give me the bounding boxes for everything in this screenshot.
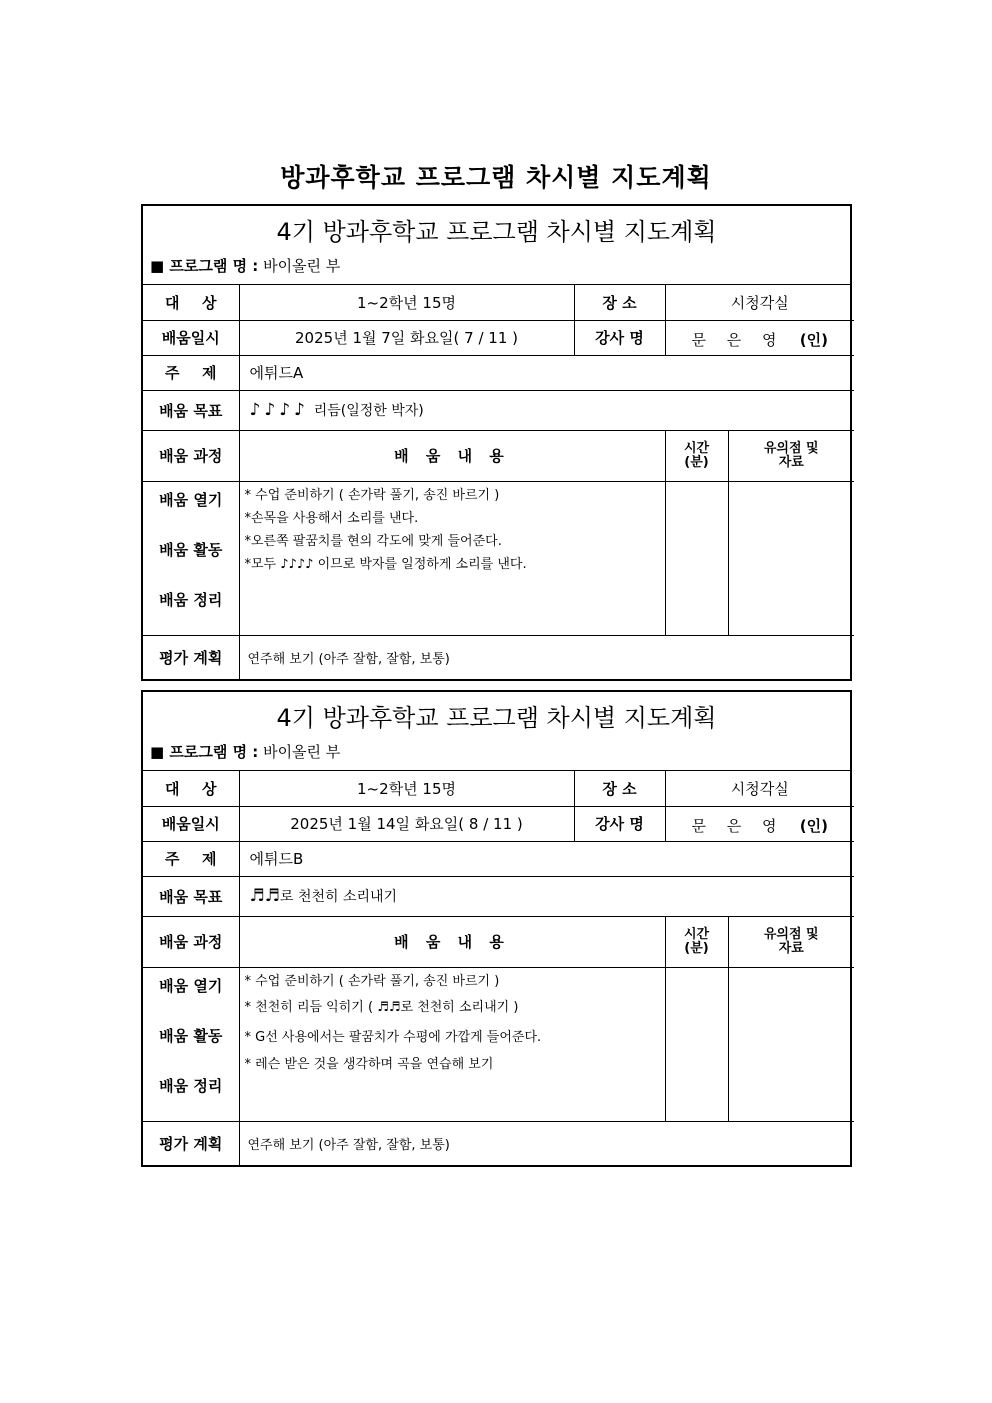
- page-title: 방과후학교 프로그램 차시별 지도계획: [280, 163, 712, 192]
- lesson-contents: [239, 481, 665, 635]
- place-value: 시청각실: [665, 771, 854, 806]
- process-label: 배움 과정: [143, 916, 239, 967]
- time-cell: [665, 967, 728, 1121]
- date-value: 2025년 1월 7일 화요일( 7 / 11 ): [239, 320, 574, 355]
- target-value: 1~2학년 15명: [239, 285, 574, 320]
- teacher-label: 강사 명: [574, 320, 665, 355]
- eighth-note-icon: ♪♪♪♪: [249, 400, 309, 420]
- program-name-label: ■ 프로그램 명 :: [150, 257, 259, 275]
- program-name-value: 바이올린 부: [263, 257, 341, 275]
- notes-header-line2: 자료: [778, 940, 804, 956]
- target-label: 대 상: [143, 285, 239, 320]
- theme-value: 에튀드A: [239, 355, 854, 390]
- teacher-cell: [665, 320, 854, 355]
- target-value: 1~2학년 15명: [239, 771, 574, 806]
- stage-open-label: 배움 열기: [159, 976, 223, 995]
- content-line: *오른쪽 팔꿈치를 현의 각도에 맞게 들어준다.: [244, 533, 502, 549]
- stage-close-label: 배움 정리: [159, 1076, 223, 1095]
- goal-value: [239, 876, 854, 916]
- content-header: 배 움 내 용: [239, 430, 665, 481]
- time-header-line1: 시간: [683, 440, 710, 456]
- stage-labels: [143, 481, 239, 635]
- lesson-plan-2: [141, 690, 852, 1167]
- seal-mark: (인): [799, 816, 828, 835]
- content-line: * 수업 준비하기 ( 손가락 풀기, 송진 바르기 ): [244, 487, 500, 503]
- stage-open-label: 배움 열기: [159, 490, 223, 509]
- date-value: 2025년 1월 14일 화요일( 8 / 11 ): [239, 806, 574, 841]
- goal-value: [239, 390, 854, 430]
- goal-label: 배움 목표: [143, 876, 239, 916]
- notes-header: [728, 430, 854, 481]
- teacher-name: 문 은 영: [691, 330, 785, 349]
- time-header-line2: (분): [684, 940, 709, 956]
- place-label: 장 소: [574, 771, 665, 806]
- plan-header: [143, 692, 850, 771]
- plan-table: [143, 771, 854, 1165]
- plan-table: [143, 285, 854, 679]
- stage-labels: [143, 967, 239, 1121]
- notes-cell: [728, 967, 854, 1121]
- date-label: 배움일시: [143, 806, 239, 841]
- theme-label: 주 제: [143, 355, 239, 390]
- place-value: 시청각실: [665, 285, 854, 320]
- goal-text: 리듬(일정한 박자): [313, 403, 424, 419]
- program-name-value: 바이올린 부: [263, 743, 341, 761]
- target-label: 대 상: [143, 771, 239, 806]
- sixteenth-notes-icon: ♬♬: [249, 886, 280, 906]
- evaluation-value: 연주해 보기 (아주 잘함, 잘함, 보통): [239, 1121, 854, 1165]
- time-header: [665, 430, 728, 481]
- content-header: 배 움 내 용: [239, 916, 665, 967]
- time-cell: [665, 481, 728, 635]
- time-header-line2: (분): [684, 454, 709, 470]
- lesson-contents: [239, 967, 665, 1121]
- plan-title: 4기 방과후학교 프로그램 차시별 지도계획: [276, 218, 717, 246]
- teacher-label: 강사 명: [574, 806, 665, 841]
- evaluation-label: 평가 계획: [143, 635, 239, 679]
- content-line: *손목을 사용해서 소리를 낸다.: [244, 510, 419, 526]
- content-line: * 레슨 받은 것을 생각하며 곡을 연습해 보기: [244, 1056, 494, 1072]
- notes-header-line2: 자료: [778, 454, 804, 470]
- notes-header-line1: 유의점 및: [763, 440, 819, 456]
- evaluation-label: 평가 계획: [143, 1121, 239, 1165]
- goal-label: 배움 목표: [143, 390, 239, 430]
- notes-cell: [728, 481, 854, 635]
- theme-label: 주 제: [143, 841, 239, 876]
- goal-text: 로 천천히 소리내기: [279, 889, 398, 905]
- stage-activity-label: 배움 활동: [159, 540, 223, 559]
- notes-header-line1: 유의점 및: [763, 926, 819, 942]
- time-header: [665, 916, 728, 967]
- content-line: * G선 사용에서는 팔꿈치가 수평에 가깝게 들어준다.: [244, 1029, 542, 1045]
- stage-close-label: 배움 정리: [159, 590, 223, 609]
- time-header-line1: 시간: [683, 926, 710, 942]
- program-name-row: [150, 741, 340, 762]
- teacher-name: 문 은 영: [691, 816, 785, 835]
- content-line: *모두 ♪♪♪♪ 이므로 박자를 일정하게 소리를 낸다.: [244, 556, 527, 572]
- notes-header: [728, 916, 854, 967]
- teacher-cell: [665, 806, 854, 841]
- date-label: 배움일시: [143, 320, 239, 355]
- theme-value: 에튀드B: [239, 841, 854, 876]
- plan-title: 4기 방과후학교 프로그램 차시별 지도계획: [276, 704, 717, 732]
- program-name-row: [150, 255, 340, 276]
- lesson-plan-1: [141, 204, 852, 681]
- process-label: 배움 과정: [143, 430, 239, 481]
- content-line: * 천천히 리듬 익히기 ( ♬♬로 천천히 소리내기 ): [244, 999, 519, 1015]
- plan-header: [143, 206, 850, 285]
- place-label: 장 소: [574, 285, 665, 320]
- stage-activity-label: 배움 활동: [159, 1026, 223, 1045]
- seal-mark: (인): [799, 330, 828, 349]
- program-name-label: ■ 프로그램 명 :: [150, 743, 259, 761]
- evaluation-value: 연주해 보기 (아주 잘함, 잘함, 보통): [239, 635, 854, 679]
- content-line: * 수업 준비하기 ( 손가락 풀기, 송진 바르기 ): [244, 973, 500, 989]
